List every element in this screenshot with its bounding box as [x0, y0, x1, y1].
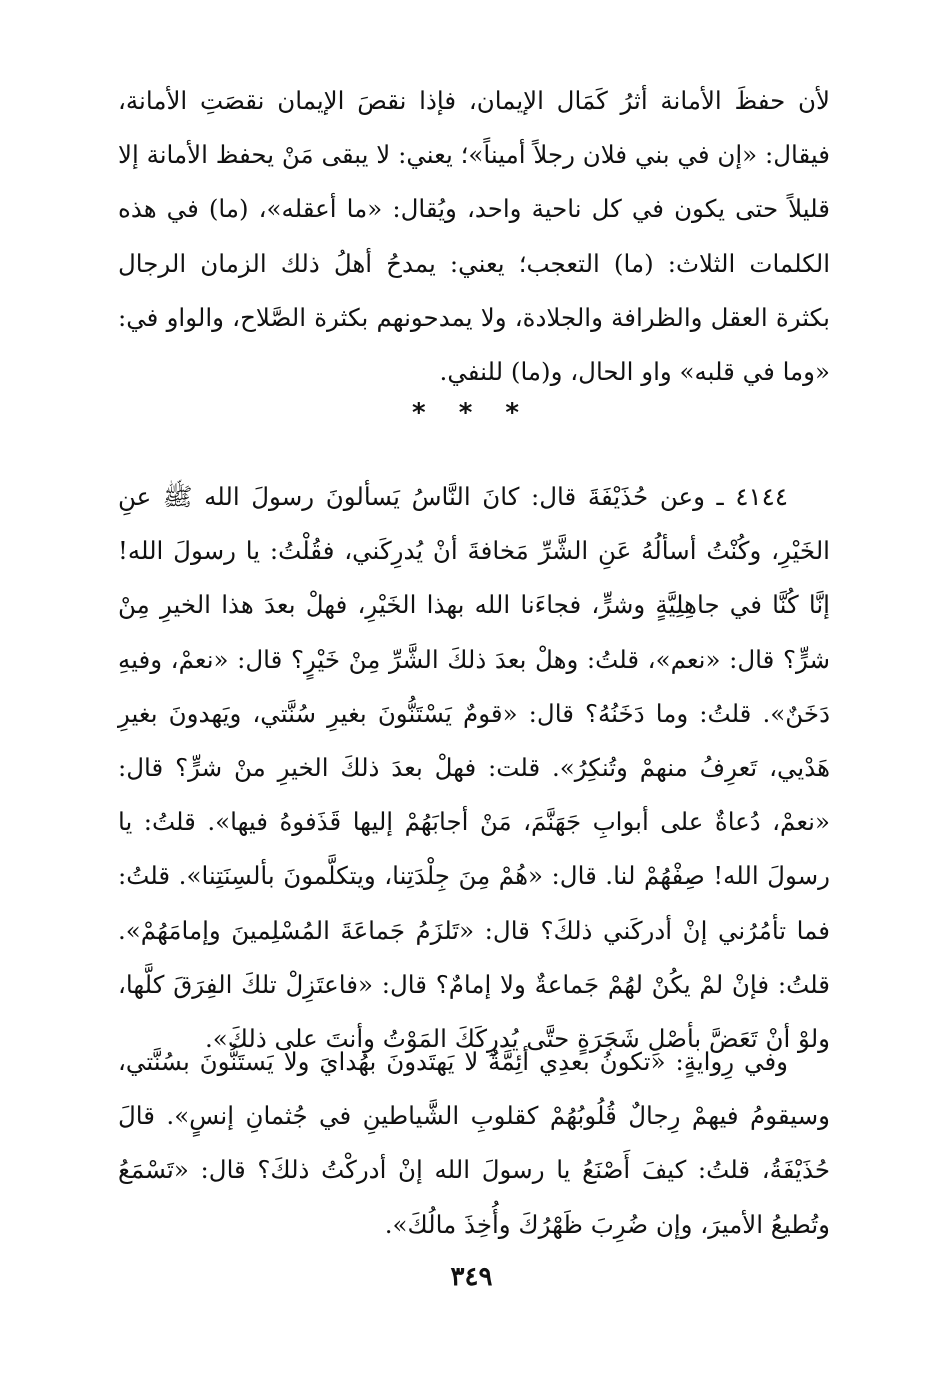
narration-paragraph: وفي رِوايةٍ: «تكونُ بعدِي أئِمَّةٌ لا يَهتَدونَ بهُدايَ ولا يَستَنُّونَ بسُنَّتي، وسيقومُ فيهمْ رِجالٌ قُلُوبُهُمْ كقلوبِ الشَّياطينِ في جُثمانِ إنسٍ». قالَ حُذَيْفَةُ، قلتُ: كيفَ أَصْنَعُ يا رسولَ الله إنْ أدركْتُ ذلكَ؟ قال: «تَسْمَعُ وتُطيعُ الأميرَ، وإن ضُرِبَ ظَهْرُكَ وأُخِذَ مالُكَ».: [118, 1047, 830, 1239]
hadith-block: [118, 470, 830, 1066]
commentary-block: [118, 74, 830, 399]
narration-block: [118, 1035, 830, 1252]
hadith-paragraph: ٤١٤٤ ـ وعن حُذَيْفَةَ قال: كانَ النَّاسُ يَسألونَ رسولَ الله ﷺ عنِ الخَيْرِ، وكُنْتُ أسألُهُ عَنِ الشَّرِّ مَخافةَ أنْ يُدرِكَني، فقُلْتُ: يا رسولَ الله! إنَّا كُنَّا في جاهِلِيَّةٍ وشرٍّ، فجاءَنا الله بهذا الخَيْرِ، فهلْ بعدَ هذا الخيرِ مِنْ شرٍّ؟ قال: «نعم»، قلتُ: وهلْ بعدَ ذلكَ الشَّرِّ مِنْ خَيْرٍ؟ قال: «نعمْ، وفيهِ دَخَنٌ». قلتُ: وما دَخَنُهُ؟ قال: «قومٌ يَسْتَنُّونَ بغيرِ سُنَّتي، ويَهدونَ بغيرِ هَدْيي، تَعرِفُ منهمْ وتُنكِرُ». قلت: فهلْ بعدَ ذلكَ الخيرِ منْ شرٍّ؟ قال: «نعمْ، دُعاةٌ على أبوابِ جَهَنَّمَ، مَنْ أجابَهُمْ إليها قَذَفوهُ فيها». قلتُ: يا رسولَ الله! صِفْهُمْ لنا. قال: «هُمْ مِنَ جِلْدَتِنا، ويتكلَّمونَ بألسِنَتِنا». قلتُ: فما تأمُرُني إنْ أدركَني ذلكَ؟ قال: «تَلزَمُ جَماعَةَ المُسْلِمينَ وإمامَهُمْ». قلتُ: فإنْ لمْ يكُنْ لهُمْ جَماعةٌ ولا إمامٌ؟ قال: «فاعتَزِلْ تلكَ الفِرَقَ كلَّها، ولوْ أنْ تَعَضَّ بأصْلِ شَجَرَةٍ حتَّى يُدرِكَكَ المَوْتُ وأنتَ على ذلكَ».: [118, 482, 830, 1054]
section-separator: * * *: [412, 398, 531, 428]
commentary-paragraph: لأن حفظَ الأمانة أثرُ كَمَال الإيمان، فإذا نقصَ الإيمان نقصَتِ الأمانة، فيقال: «إن في بني فلان رجلاً أميناً»؛ يعني: لا يبقى مَنْ يحفظ الأمانة إلا قليلاً حتى يكون في كل ناحية واحد، ويُقال: «ما أعقله»، (ما) في هذه الكلمات الثلاث: (ما) التعجب؛ يعني: يمدحُ أهلُ ذلك الزمان الرجال بكثرة العقل والظرافة والجلادة، ولا يمدحونهم بكثرة الصَّلاح، والواو في: «وما في قلبه» واو الحال، و(ما) للنفي.: [118, 86, 830, 387]
page-number: ٣٤٩: [450, 1262, 493, 1292]
